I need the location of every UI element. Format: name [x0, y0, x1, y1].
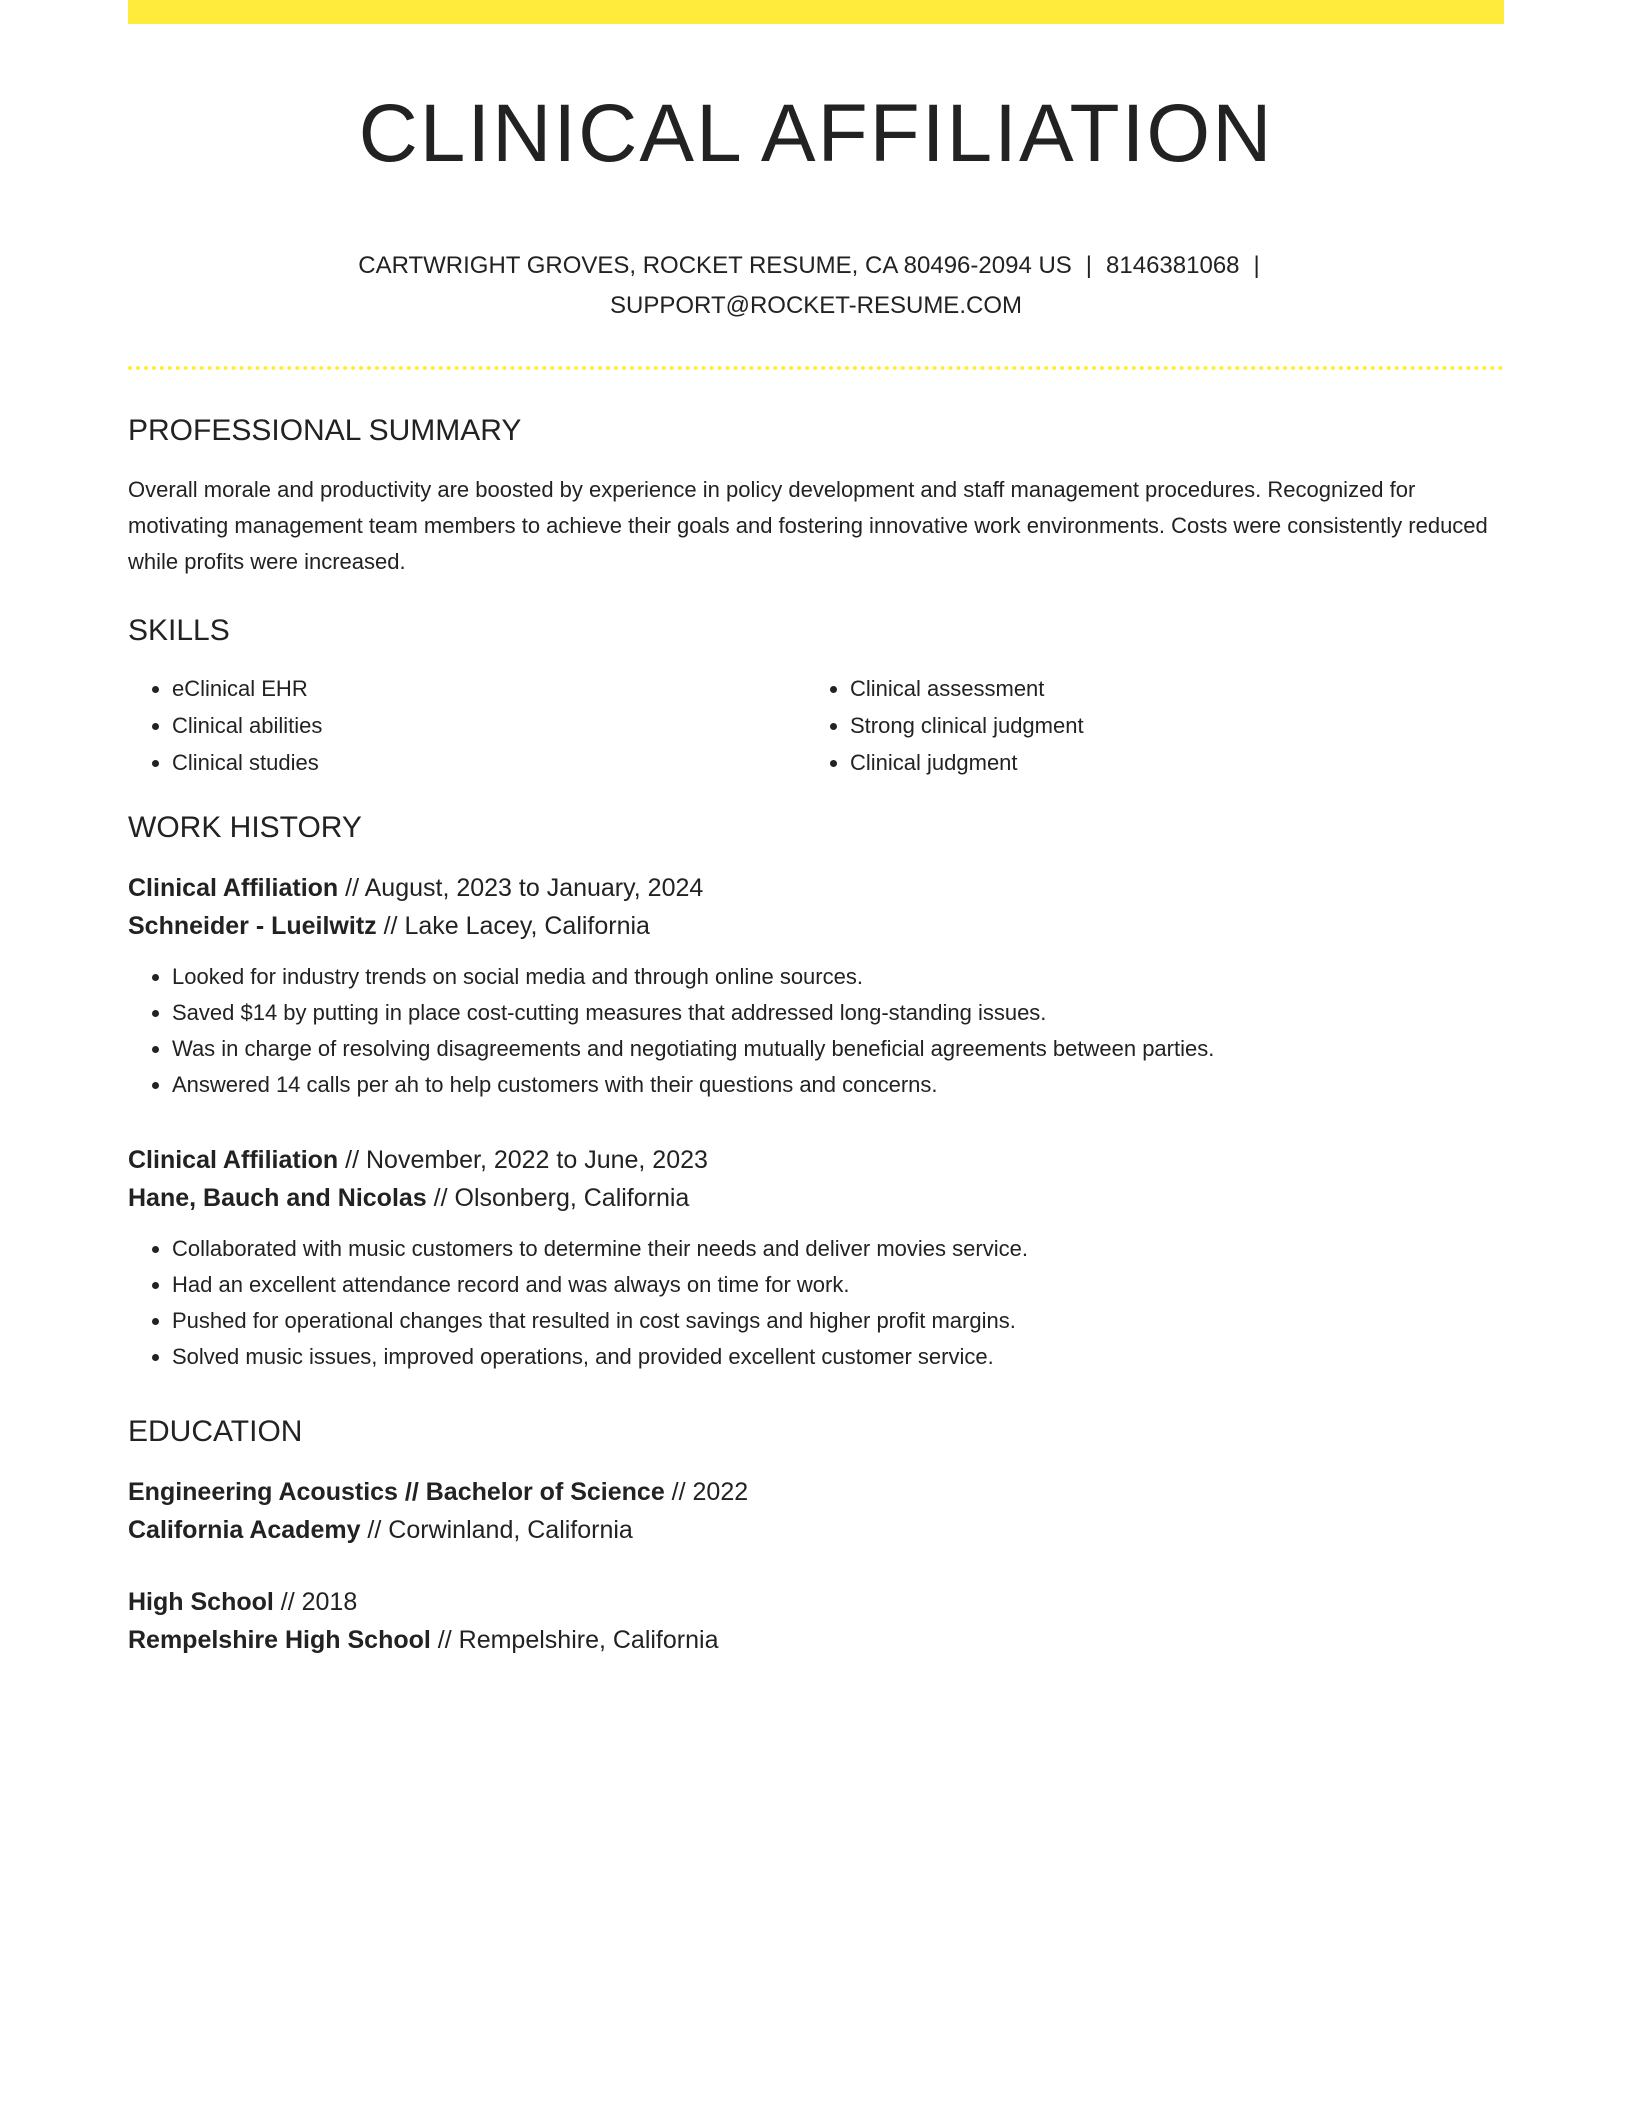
job-dates: November, 2022 to June, 2023: [366, 1146, 708, 1174]
job-entry: [128, 1141, 1504, 1375]
skill-item: • Clinical abilities: [172, 707, 806, 744]
job-bullet: • Had an excellent attendance record and was always on time for work.: [172, 1267, 1504, 1303]
skill-item: • Clinical judgment: [850, 744, 1484, 781]
job-location: Olsonberg, California: [454, 1184, 690, 1212]
field-separator: //: [338, 874, 365, 902]
field-separator: //: [360, 1516, 389, 1544]
skills-heading: SKILLS: [128, 614, 230, 647]
accent-bar: [128, 0, 1504, 24]
contact-separator: |: [1085, 252, 1093, 279]
contact-email: SUPPORT@ROCKET-RESUME.COM: [610, 292, 1022, 319]
education-school-line: [128, 1511, 1504, 1549]
job-bullet: • Solved music issues, improved operations, and provided excellent customer service.: [172, 1339, 1504, 1375]
education-year: 2022: [692, 1478, 749, 1506]
job-location: Lake Lacey, California: [404, 912, 650, 940]
job-bullet: • Pushed for operational changes that resulted in cost savings and higher profit margins.: [172, 1303, 1504, 1339]
skills-column-right: [806, 670, 1484, 781]
skills-list: [128, 670, 1504, 781]
field-separator: //: [664, 1478, 693, 1506]
header-divider: [128, 366, 1504, 370]
education-heading: EDUCATION: [128, 1415, 303, 1448]
job-bullets: [128, 1231, 1504, 1375]
resume-page: [128, 0, 1504, 1659]
education-school: California Academy: [128, 1516, 361, 1544]
job-bullet: • Answered 14 calls per ah to help customers with their questions and concerns.: [172, 1067, 1504, 1103]
field-separator: //: [376, 912, 405, 940]
job-bullet: • Saved $14 by putting in place cost-cutting measures that addressed long-standing issues.: [172, 995, 1504, 1031]
job-bullet: • Collaborated with music customers to determine their needs and deliver movies service.: [172, 1231, 1504, 1267]
education-degree: High School: [128, 1588, 274, 1616]
job-company-line: [128, 1179, 1504, 1217]
job-bullets: [128, 959, 1504, 1103]
skill-item: • Strong clinical judgment: [850, 707, 1484, 744]
skill-item: • Clinical assessment: [850, 670, 1484, 707]
education-entry: [128, 1473, 1504, 1549]
job-bullet: • Looked for industry trends on social media and through online sources.: [172, 959, 1504, 995]
field-separator: //: [426, 1184, 455, 1212]
skill-item: • Clinical studies: [172, 744, 806, 781]
education-degree-line: [128, 1473, 1504, 1511]
summary-text: Overall morale and productivity are boosted by experience in policy development and staff management procedures. Recognized for motivating management team members to achieve their goals and fostering innovative work environments. Costs were consistently reduced while profits were increased.: [128, 477, 1488, 574]
education-degree-line: [128, 1583, 1504, 1621]
education-school: Rempelshire High School: [128, 1626, 431, 1654]
skills-column-left: [128, 670, 806, 781]
job-title-line: [128, 1141, 1504, 1179]
contact-info: [128, 246, 1504, 326]
education-location: Corwinland, California: [388, 1516, 633, 1544]
education-year: 2018: [301, 1588, 358, 1616]
contact-line-2: [128, 286, 1504, 326]
job-dates: August, 2023 to January, 2024: [364, 874, 704, 902]
work-history-heading: WORK HISTORY: [128, 811, 362, 844]
contact-address: CARTWRIGHT GROVES, ROCKET RESUME, CA 80496-2094 US: [358, 252, 1072, 279]
education-entry: [128, 1583, 1504, 1659]
contact-phone: 8146381068: [1106, 252, 1240, 279]
job-title: Clinical Affiliation: [128, 1146, 339, 1174]
skill-item: • eClinical EHR: [172, 670, 806, 707]
job-bullet: • Was in charge of resolving disagreements and negotiating mutually beneficial agreements between parties.: [172, 1031, 1504, 1067]
contact-line-1: [128, 246, 1504, 286]
job-title: Clinical Affiliation: [128, 874, 339, 902]
job-company-line: [128, 907, 1504, 945]
job-company: Hane, Bauch and Nicolas: [128, 1184, 427, 1212]
contact-separator: |: [1253, 252, 1260, 279]
job-entry: [128, 869, 1504, 1103]
field-separator: //: [273, 1588, 302, 1616]
education-location: Rempelshire, California: [458, 1626, 719, 1654]
field-separator: //: [338, 1146, 366, 1174]
field-separator: //: [430, 1626, 459, 1654]
job-title-line: [128, 869, 1504, 907]
education-school-line: [128, 1621, 1504, 1659]
summary-heading: PROFESSIONAL SUMMARY: [128, 414, 522, 447]
education-degree: Engineering Acoustics // Bachelor of Science: [128, 1478, 665, 1506]
job-company: Schneider - Lueilwitz: [128, 912, 377, 940]
resume-name: CLINICAL AFFILIATION: [358, 88, 1274, 179]
